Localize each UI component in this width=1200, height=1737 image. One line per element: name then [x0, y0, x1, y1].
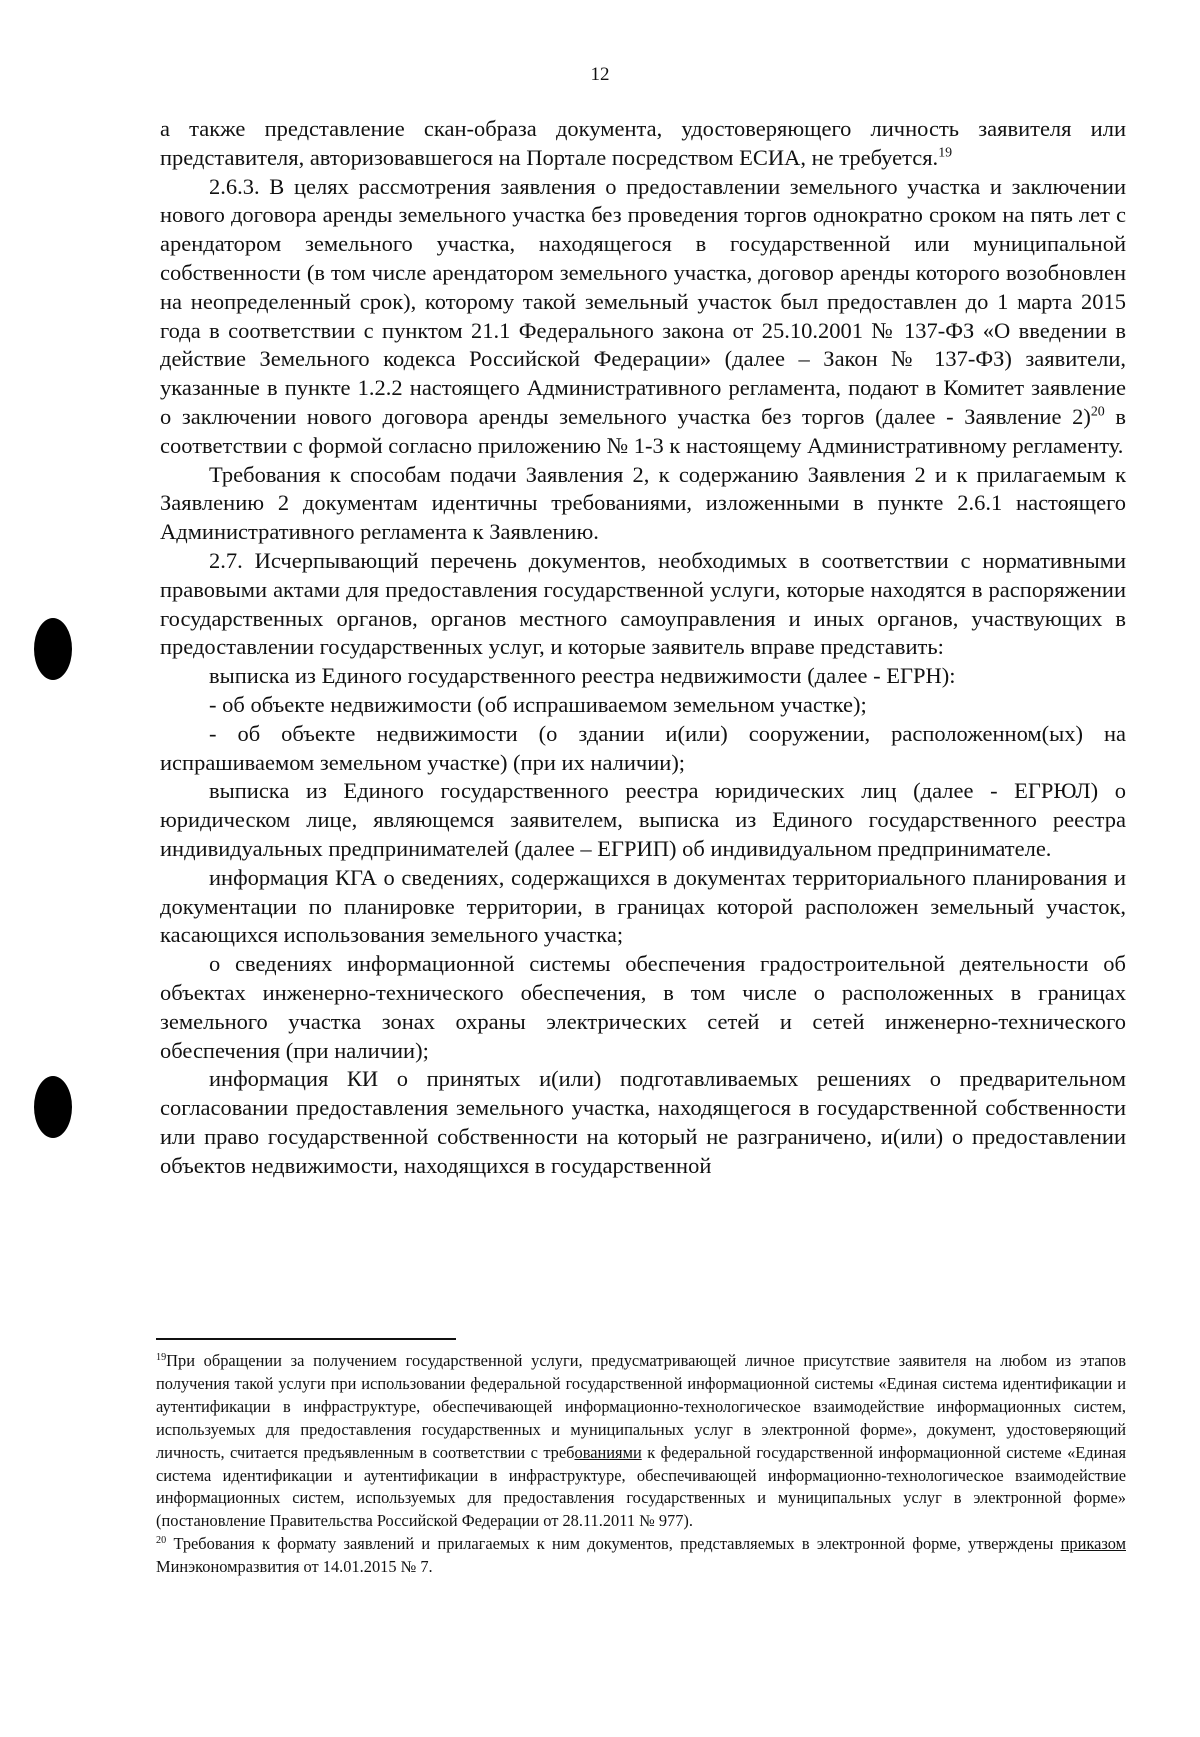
body-text	[160, 115, 1126, 1180]
footnote-text: к федеральной государственной информационной системе «Единая система идентификации и аутентификации в инфраструктуре, обеспечивающей информационно-технологическое взаимодействие информационных систем, используемых для предоставления государственных и муниципальных услуг в электронной форме» (постановление Правительства Российской Федерации от 28.11.2011 № 977).	[156, 1442, 1126, 1531]
punch-hole-mark	[34, 1076, 72, 1138]
footnote-ref-20[interactable]: 20	[1090, 404, 1105, 420]
list-item-isogd-info: о сведениях информационной системы обеспечения градостроительной деятельности об объектах инженерно-технического обеспечения, в том числе о расположенных в границах земельного участка зонах охраны электрических сетей и сетей инженерно-технического обеспечения (при наличии);	[160, 951, 1126, 1063]
list-item-egrul: выписка из Единого государственного реестра юридических лиц (далее - ЕГРЮЛ) о юридическом лице, являющемся заявителем, выписка из Единого государственного реестра индивидуальных предпринимателей (далее – ЕГРИП) об индивидуальном предпринимателе.	[160, 778, 1126, 861]
footnote-link[interactable]: ованиями	[574, 1442, 642, 1462]
list-item-egrn-building: - об объекте недвижимости (о здании и(или) сооружении, расположенном(ых) на испрашиваемом земельном участке) (при их наличии);	[160, 720, 1126, 775]
footnote-20	[156, 1533, 1126, 1579]
paragraph-text: а также представление скан-образа документа, удостоверяющего личность заявителя или представителя, авторизовавшегося на Портале посредством ЕСИА, не требуется.	[160, 116, 1126, 170]
list-item-kga-info: информация КГА о сведениях, содержащихся в документах территориального планирования и документации по планировке территории, в границах которой расположен земельный участок, касающихся использования земельного участка;	[160, 864, 1126, 948]
list-item-ki-info: информация КИ о принятых и(или) подготавливаемых решениях о предварительном согласовании предоставления земельного участка, находящегося в государственной собственности или право государственной собственности на который не разграничено, и(или) о предоставлении объектов недвижимости, находящихся в государственной	[160, 1066, 1126, 1178]
punch-hole-mark	[34, 618, 72, 680]
footnote-number: 19	[156, 1351, 167, 1363]
footnote-separator	[156, 1338, 456, 1340]
footnotes	[156, 1350, 1126, 1579]
footnote-19	[156, 1350, 1126, 1533]
list-item-egrn-land: - об объекте недвижимости (об испрашиваемом земельном участке);	[209, 691, 867, 717]
paragraph-text: 2.6.3. В целях рассмотрения заявления о предоставлении земельного участка и заключении нового договора аренды земельного участка без проведения торгов однократно сроком на пять лет с арендатором земельного участка, находящегося в государственной или муниципальной собственности (в том числе арендатором земельного участка, договор аренды которого возобновлен на неопределенный срок), которому такой земельный участок был предоставлен до 1 марта 2015 года в соответствии с пунктом 21.1 Федерального закона от 25.10.2001 № 137-ФЗ «О введении в действие Земельного кодекса Российской Федерации» (далее – Закон № 137-ФЗ) заявители, указанные в пункте 1.2.2 настоящего Административного регламента, подают в Комитет заявление о заключении нового договора аренды земельного участка без торгов (далее - Заявление 2)	[160, 173, 1126, 429]
paragraph-requirements: Требования к способам подачи Заявления 2, к содержанию Заявления 2 и к прилагаемым к Заявлению 2 документам идентичны требованиями, изложенными в пункте 2.6.1 настоящего Административного регламента к Заявлению.	[160, 461, 1126, 545]
footnote-text: Минэкономразвития от 14.01.2015 № 7.	[156, 1557, 433, 1577]
footnote-text: Требования к формату заявлений и прилагаемых к ним документов, представляемых в электронной форме, утверждены	[166, 1534, 1061, 1554]
footnote-number: 20	[156, 1535, 167, 1547]
paragraph-2-6-3	[160, 173, 1126, 461]
footnote-ref-19[interactable]: 19	[938, 145, 953, 161]
footnote-text: При обращении за получением государственной услуги, предусматривающей личное присутствие заявителя на любом из этапов получения такой услуги при использовании федеральной государственной информационной системы «Единая система идентификации и аутентификации в инфраструктуре, обеспечивающей информационно-технологическое взаимодействие информационных систем, используемых для предоставления государственных и муниципальных услуг в электронной форме», документ, удостоверяющий личность, считается предъявленным в соответствии с треб	[156, 1351, 1126, 1462]
footnote-link[interactable]: приказом	[1060, 1534, 1126, 1554]
paragraph-text: в соответствии с формой согласно приложению № 1-3 к настоящему Административному регламенту.	[160, 403, 1126, 458]
list-item-egrn: выписка из Единого государственного реестра недвижимости (далее - ЕГРН):	[209, 663, 956, 689]
page-number: 12	[590, 64, 610, 85]
paragraph-continuation	[160, 115, 1126, 173]
paragraph-2-7: 2.7. Исчерпывающий перечень документов, необходимых в соответствии с нормативными правовыми актами для предоставления государственной услуги, которые находятся в распоряжении государственных органов, органов местного самоуправления и иных органов, участвующих в предоставлении государственных услуг, и которые заявитель вправе представить:	[160, 547, 1126, 660]
